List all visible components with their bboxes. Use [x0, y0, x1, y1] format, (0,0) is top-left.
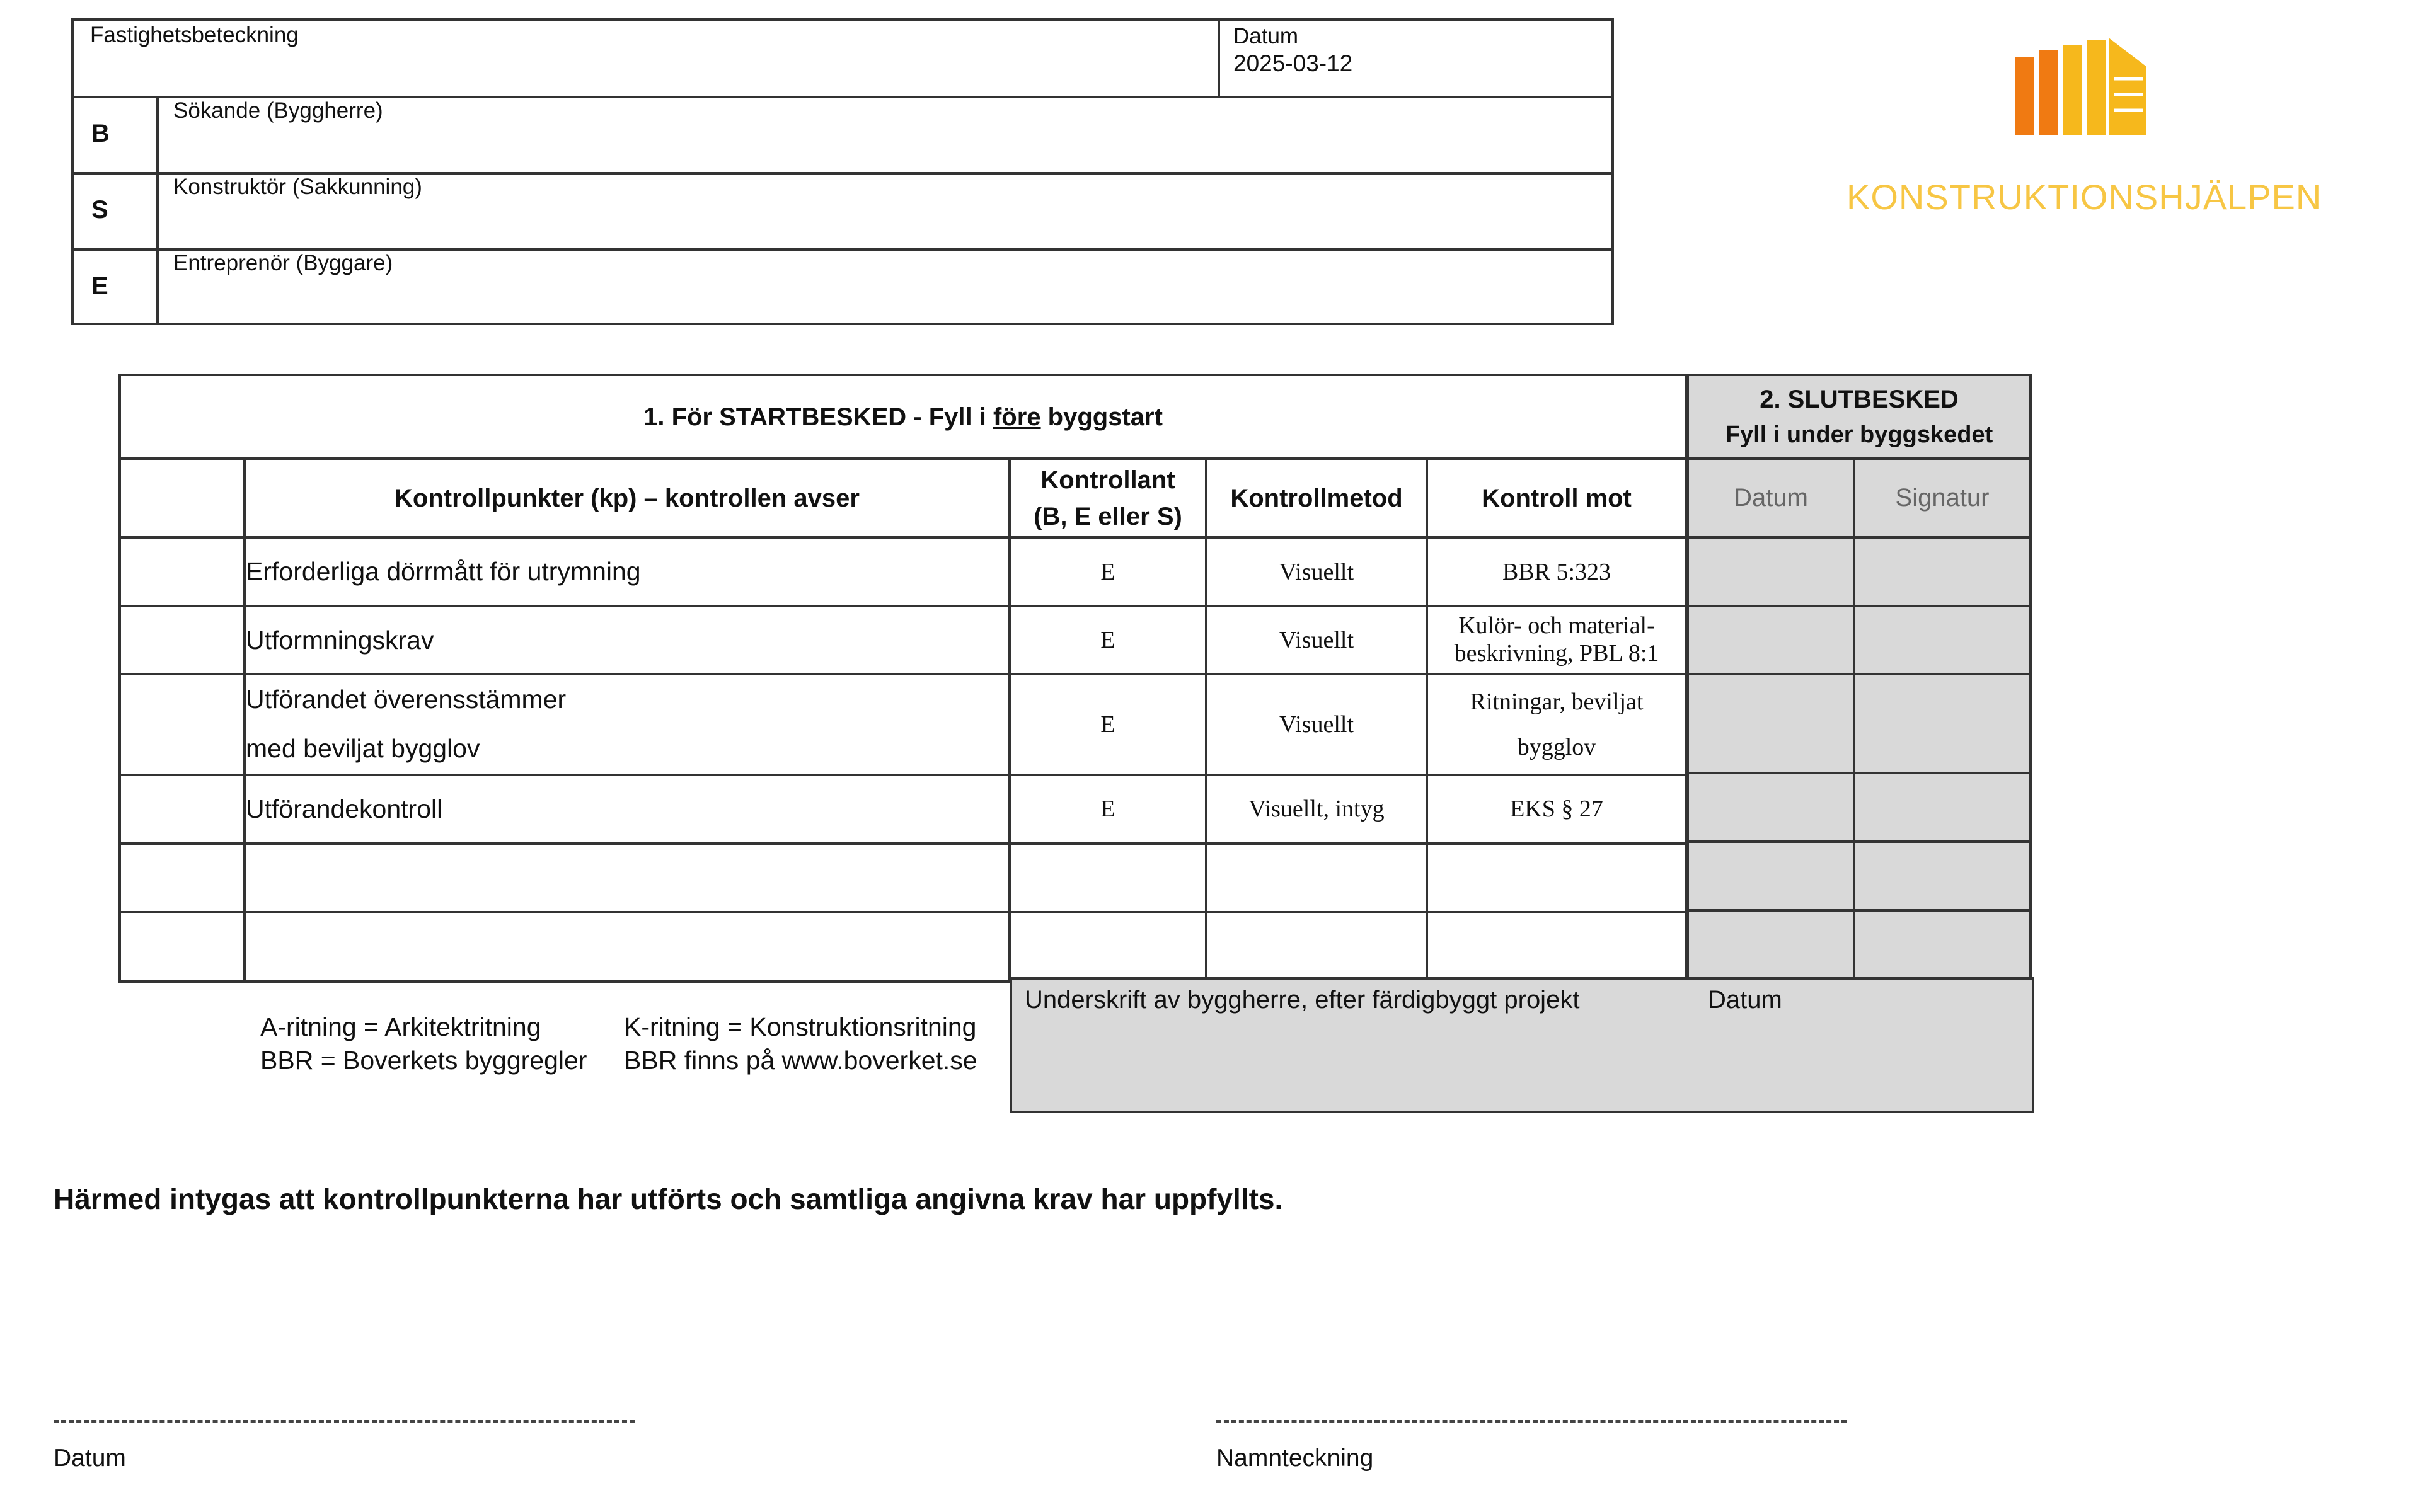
kp-cell[interactable] [245, 912, 1010, 982]
metod-cell: Visuellt [1206, 606, 1427, 674]
signatur-cell[interactable] [1854, 537, 2031, 606]
kp-cell[interactable] [245, 844, 1010, 912]
footer-date-label: Datum [54, 1445, 126, 1472]
mot-cell: EKS § 27 [1427, 775, 1686, 844]
table-row [1688, 842, 2031, 910]
metod-header: Kontrollmetod [1206, 459, 1427, 537]
mot-cell[interactable] [1427, 844, 1686, 912]
index-cell[interactable] [120, 537, 245, 606]
mot-cell [1427, 606, 1686, 674]
divider [1218, 21, 1220, 96]
kp-cell [245, 674, 1010, 775]
table-row [120, 606, 1686, 674]
kontrollant-cell: E [1010, 775, 1206, 844]
index-cell[interactable] [120, 674, 245, 775]
kontrollant-header-line1: Kontrollant [1040, 466, 1175, 494]
owner-signature-box[interactable] [1010, 977, 2034, 1113]
legend-bbr-link[interactable]: BBR finns på www.boverket.se [624, 1046, 977, 1075]
kp-cell: Utformningskrav [245, 606, 1010, 674]
divider [156, 96, 159, 323]
owner-signature-date-label: Datum [1708, 986, 1782, 1014]
kp-cell: Erforderliga dörrmått för utrymning [245, 537, 1010, 606]
kp-line2: med beviljat bygglov [246, 733, 480, 763]
header-grid [71, 18, 1614, 325]
metod-cell: Visuellt, intyg [1206, 775, 1427, 844]
table-row [120, 674, 1686, 775]
logo-text: KONSTRUKTIONSHJÄLPEN [1847, 177, 2322, 217]
section2-title [1688, 375, 2031, 459]
legend-bbr: BBR = Boverkets byggregler [260, 1046, 587, 1075]
index-cell[interactable] [120, 844, 245, 912]
table-row [1688, 537, 2031, 606]
table-row [1688, 773, 2031, 842]
certification-statement: Härmed intygas att kontrollpunkterna har utförts och samtliga angivna krav har uppfyllts. [54, 1183, 1283, 1215]
section1-header-row [120, 375, 1686, 459]
table-row [120, 537, 1686, 606]
table-row [1688, 674, 2031, 773]
legend-a-ritning: A-ritning = Arkitektritning [260, 1012, 541, 1041]
kontrollant-header-line2: (B, E eller S) [1034, 502, 1182, 530]
section1-title [120, 375, 1686, 459]
control-points-table [118, 374, 1688, 983]
section1-title-post: byggstart [1040, 403, 1163, 431]
signatur-cell[interactable] [1854, 910, 2031, 980]
owner-signature-label: Underskrift av byggherre, efter färdigbyggt projekt [1025, 986, 1580, 1014]
section1-title-pre: 1. För STARTBESKED - Fyll i [643, 403, 993, 431]
mot-cell: BBR 5:323 [1427, 537, 1686, 606]
role-label-s: Konstruktör (Sakkunning) [173, 175, 422, 199]
signatur-cell[interactable] [1854, 674, 2031, 773]
column-header-row [120, 459, 1686, 537]
metod-cell: Visuellt [1206, 674, 1427, 775]
logo-buildings-icon [1828, 32, 2395, 158]
legend-k-ritning: K-ritning = Konstruktionsritning [624, 1012, 977, 1041]
kontrollant-cell[interactable] [1010, 844, 1206, 912]
footer-signature-label: Namnteckning [1216, 1445, 1374, 1472]
kontrollant-header [1010, 459, 1206, 537]
mot-line2: beskrivning, PBL 8:1 [1454, 640, 1659, 667]
section2-title-line1: 2. SLUTBESKED [1760, 385, 1959, 413]
property-label: Fastighetsbeteckning [90, 23, 299, 47]
table-row [120, 844, 1686, 912]
date-label: Datum [1233, 24, 1299, 49]
kp-cell: Utförandekontroll [245, 775, 1010, 844]
index-cell[interactable] [120, 775, 245, 844]
datum-cell[interactable] [1688, 606, 1854, 674]
datum-cell[interactable] [1688, 842, 1854, 910]
metod-cell[interactable] [1206, 844, 1427, 912]
role-letter-e: E [91, 272, 108, 300]
table-row [1688, 606, 2031, 674]
final-approval-table [1686, 374, 2032, 981]
role-label-e: Entreprenör (Byggare) [173, 251, 393, 275]
datum-cell[interactable] [1688, 773, 1854, 842]
date-signature-line[interactable] [54, 1420, 635, 1423]
kp-line1: Utförandet överensstämmer [246, 685, 567, 714]
table-row [1688, 910, 2031, 980]
role-label-b: Sökande (Byggherre) [173, 98, 383, 123]
signatur-cell[interactable] [1854, 773, 2031, 842]
signatur-header: Signatur [1854, 459, 2031, 537]
datum-cell[interactable] [1688, 910, 1854, 980]
datum-cell[interactable] [1688, 674, 1854, 773]
mot-line2: bygglov [1517, 733, 1596, 760]
datum-cell[interactable] [1688, 537, 1854, 606]
signatur-cell[interactable] [1854, 842, 2031, 910]
table-row [120, 912, 1686, 982]
index-cell[interactable] [120, 912, 245, 982]
mot-line1: Kulör- och material- [1458, 612, 1655, 639]
mot-line1: Ritningar, beviljat [1470, 688, 1644, 715]
datum-header: Datum [1688, 459, 1854, 537]
section1-title-underlined: före [993, 403, 1041, 431]
section2-title-line2: Fyll i under byggskedet [1725, 421, 1993, 448]
role-letter-b: B [91, 120, 110, 147]
role-letter-s: S [91, 196, 108, 224]
metod-cell[interactable] [1206, 912, 1427, 982]
mot-cell[interactable] [1427, 912, 1686, 982]
index-cell[interactable] [120, 606, 245, 674]
date-value[interactable]: 2025-03-12 [1233, 50, 1353, 76]
company-logo [1828, 32, 2395, 271]
mot-cell [1427, 674, 1686, 775]
kontrollant-cell: E [1010, 537, 1206, 606]
metod-cell: Visuellt [1206, 537, 1427, 606]
name-signature-line[interactable] [1216, 1420, 1847, 1423]
index-header-cell [120, 459, 245, 537]
section2-header-row [1688, 375, 2031, 459]
table-row [120, 775, 1686, 844]
signatur-cell[interactable] [1854, 606, 2031, 674]
kontrollant-cell[interactable] [1010, 912, 1206, 982]
kontrollant-cell: E [1010, 606, 1206, 674]
kontrollant-cell: E [1010, 674, 1206, 775]
kp-header: Kontrollpunkter (kp) – kontrollen avser [245, 459, 1010, 537]
section2-column-header-row [1688, 459, 2031, 537]
mot-header: Kontroll mot [1427, 459, 1686, 537]
